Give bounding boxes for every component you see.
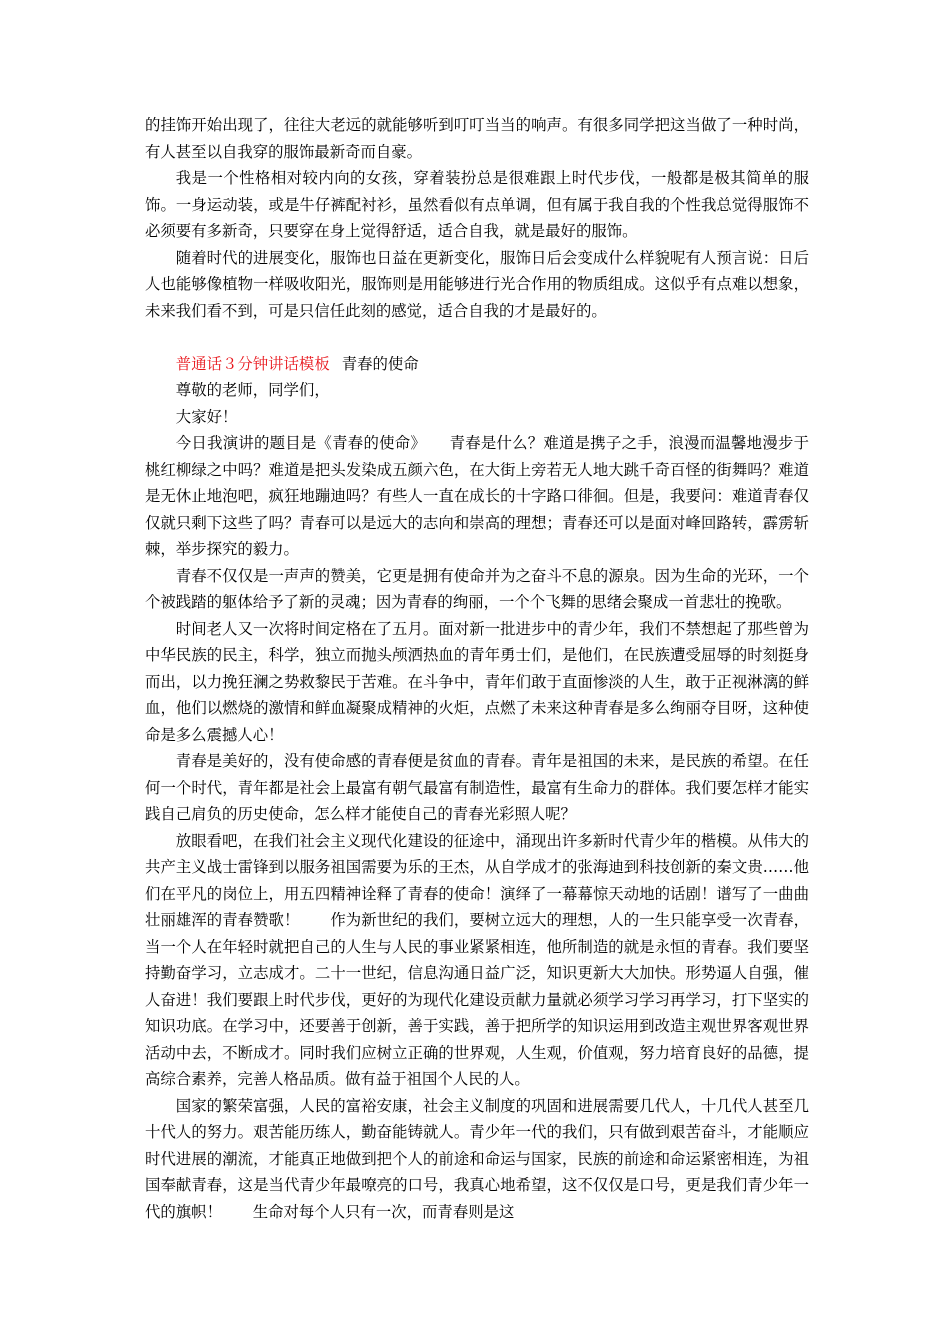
speech-paragraph-3: 时间老人又一次将时间定格在了五月。面对新一批进步中的青少年，我们不禁想起了那些曾为中华民族的民主，科学，独立而抛头颅洒热血的青年勇士们，是他们，在民族遭受屈辱的时刻挺身而出，以力挽狂澜之势救黎民于苦难。在斗争中，青年们敢于直面惨淡的人生，敢于正视淋漓的鲜血，他们以燃烧的激情和鲜血凝聚成精神的火炬，点燃了未来这种青春是多么绚丽夺目呀，这种使命是多么震撼人心！	[145, 619, 809, 744]
intro-paragraph-1: 的挂饰开始出现了，往往大老远的就能够听到叮叮当当的响声。有很多同学把这当做了一种时尚，有人甚至以自我穿的服饰最新奇而自豪。	[145, 116, 809, 161]
template-label: 普通话３分钟讲话模板	[175, 354, 330, 373]
speech-paragraph-1: 今日我演讲的题目是《青春的使命》 青春是什么？难道是携子之手，浪漫而温馨地漫步于桃红柳绿之中吗？难道是把头发染成五颜六色，在大街上旁若无人地大跳千奇百怪的街舞吗？难道是无休止地泡吧，疯狂地蹦迪吗？有些人一直在成长的十字路口徘徊。但是，我要问：难道青春仅仅就只剩下这些了吗？青春可以是远大的志向和崇高的理想；青春还可以是面对峰回路转，霹雳斩棘，举步探究的毅力。	[145, 434, 809, 558]
speech-paragraph-5: 放眼看吧，在我们社会主义现代化建设的征途中，涌现出许多新时代青少年的楷模。从伟大的共产主义战士雷锋到以服务祖国需要为乐的王杰，从自学成才的张海迪到科技创新的秦文贵……他们在平凡的岗位上，用五四精神诠释了青春的使命！演绎了一幕幕惊天动地的话剧！谱写了一曲曲壮丽雄浑的青春赞歌！ 作为新世纪的我们，要树立远大的理想，人的一生只能享受一次青春，当一个人在年轻时就把自己的人生与人民的事业紧紧相连，他所制造的就是永恒的青春。我们要坚持勤奋学习，立志成才。二十一世纪，信息沟通日益广泛，知识更新大大加快。形势逼人自强，催人奋进！我们要跟上时代步伐，更好的为现代化建设贡献力量就必须学习学习再学习，打下坚实的知识功底。在学习中，还要善于创新，善于实践，善于把所学的知识运用到改造主观世界客观世界活动中去，不断成才。同时我们应树立正确的世界观，人生观，价值观，努力培育良好的品德，提高综合素养，完善人格品质。做有益于祖国个人民的人。	[145, 831, 809, 1088]
speech-title: 青春的使命	[341, 354, 419, 373]
intro-paragraph-2: 我是一个性格相对较内向的女孩，穿着装扮总是很难跟上时代步伐，一般都是极其简单的服饰。一身运动装，或是牛仔裤配衬衫，虽然看似有点单调，但有属于我自我的个性我总觉得服饰不必须要有多新奇，只要穿在身上觉得舒适，适合自我，就是最好的服饰。	[145, 169, 809, 240]
section-heading	[145, 351, 809, 378]
speech-paragraph-2: 青春不仅仅是一声声的赞美，它更是拥有使命并为之奋斗不息的源泉。因为生命的光环，一个个被践踏的躯体给予了新的灵魂；因为青春的绚丽，一个个飞舞的思绪会聚成一首悲壮的挽歌。	[145, 566, 809, 611]
speech-paragraph-4: 青春是美好的，没有使命感的青春便是贫血的青春。青年是祖国的未来，是民族的希望。在任何一个时代，青年都是社会上最富有朝气最富有制造性，最富有生命力的群体。我们要怎样才能实践自己肩负的历史使命，怎么样才能使自己的青春光彩照人呢？	[145, 752, 809, 823]
intro-paragraph-3: 随着时代的进展变化，服饰也日益在更新变化，服饰日后会变成什么样貌呢有人预言说：日后人也能够像植物一样吸收阳光，服饰则是用能够进行光合作用的物质组成。这似乎有点难以想象，未来我们看不到，可是只信任此刻的感觉，适合自我的才是最好的。	[145, 248, 809, 320]
speech-paragraph-6: 国家的繁荣富强，人民的富裕安康，社会主义制度的巩固和进展需要几代人，十几代人甚至几十代人的努力。艰苦能历练人，勤奋能铸就人。青少年一代的我们，只有做到艰苦奋斗，才能顺应时代进展的潮流，才能真正地做到把个人的前途和命运与国家，民族的前途和命运紧密相连，为祖国奉献青春，这是当代青少年最嘹亮的口号，我真心地希望，这不仅仅是口号，更是我们青少年一代的旗帜！ 生命对每个人只有一次，而青春则是这	[145, 1096, 809, 1221]
greeting-line-1: 尊敬的老师，同学们，	[175, 381, 330, 399]
greeting-line-2: 大家好！	[175, 407, 238, 426]
document-page	[145, 112, 809, 1225]
section-spacer	[145, 324, 809, 351]
